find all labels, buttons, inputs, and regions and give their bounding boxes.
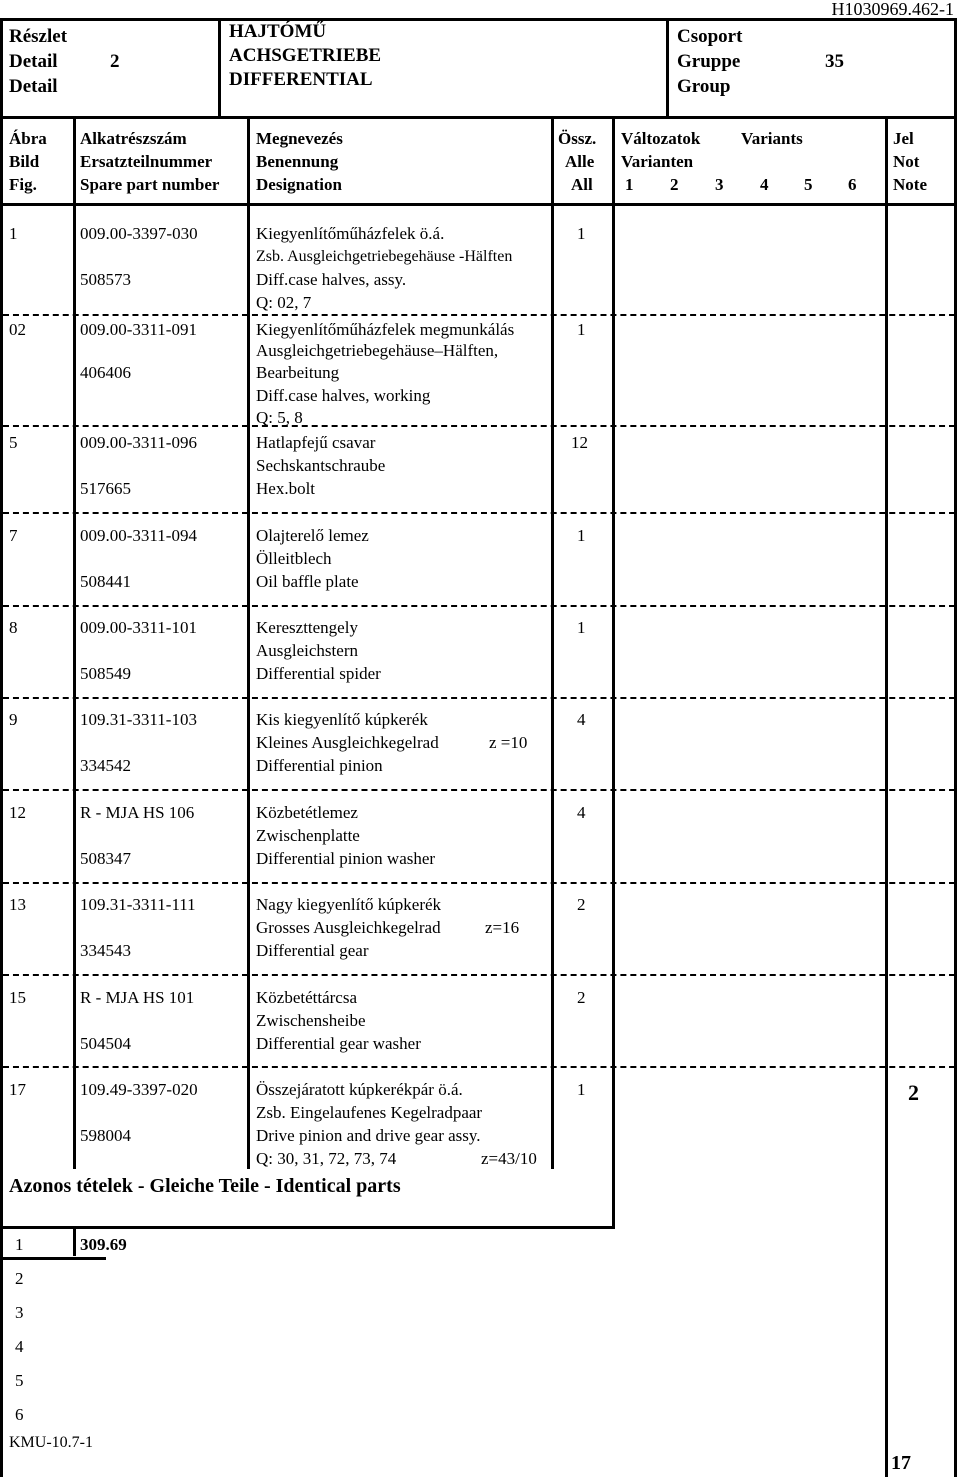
row-part-number: 009.00-3311-091	[80, 320, 197, 339]
group-number: 35	[825, 51, 844, 72]
row-desig-ref: Q: 5, 8	[256, 408, 303, 427]
row-desig-hu: Közbetétlemez	[256, 803, 358, 822]
col-fig-en: Fig.	[9, 175, 37, 194]
row-part-code: 508549	[80, 664, 131, 683]
variant-number: 5	[804, 175, 813, 194]
col-part-en: Spare part number	[80, 175, 220, 194]
row-desig-de: Kleines Ausgleichkegelrad	[256, 733, 439, 752]
row-qty: 4	[577, 803, 586, 822]
row-separator	[3, 512, 955, 514]
row-desig-de: Ausgleichgetriebegehäuse–Hälften,	[256, 341, 499, 360]
row-fig: 8	[9, 618, 18, 637]
row-desig-en: Hex.bolt	[256, 479, 316, 498]
identical-row-number: 3	[15, 1303, 24, 1322]
row-part-code: 508573	[80, 270, 131, 289]
row-part-code: 517665	[80, 479, 131, 498]
row-desig-en: Oil baffle plate	[256, 572, 359, 591]
row-desig-hu: Olajterelő lemez	[256, 526, 369, 545]
row-fig: 5	[9, 433, 18, 452]
row-desig-de: Grosses Ausgleichkegelrad	[256, 918, 441, 937]
identical-row-number: 4	[15, 1337, 24, 1356]
row-desig-en: Differential gear washer	[256, 1034, 421, 1053]
row-desig-hu: Nagy kiegyenlítő kúpkerék	[256, 895, 442, 914]
detail-label-en: Detail	[9, 76, 58, 97]
row-desig-hu: Kis kiegyenlítő kúpkerék	[256, 710, 428, 729]
row-desig-de2: Bearbeitung	[256, 363, 340, 382]
row-part-number: 009.00-3311-094	[80, 526, 197, 545]
header-box	[0, 18, 957, 116]
row-fig: 9	[9, 710, 18, 729]
col-fig-hu: Ábra	[9, 129, 47, 148]
variant-number: 2	[670, 175, 679, 194]
col-part-hu: Alkatrészszám	[80, 129, 187, 148]
row-desig-de: Ausgleichstern	[256, 641, 358, 660]
row-separator	[3, 1066, 955, 1068]
row-desig-de: Zsb. Ausgleichgetriebegehäuse -Hälften	[256, 248, 513, 265]
row-separator	[3, 425, 955, 427]
title-en: DIFFERENTIAL	[229, 69, 373, 90]
col-qty-hu: Össz.	[558, 129, 597, 148]
col-note-de: Not	[893, 152, 920, 171]
page-number: 17	[891, 1452, 911, 1474]
row-fig: 1	[9, 224, 18, 243]
document-id: H1030969.462-1	[831, 0, 954, 19]
col-desig-en: Designation	[256, 175, 342, 194]
row-desig-en: Differential pinion washer	[256, 849, 436, 868]
identical-row-number: 2	[15, 1269, 24, 1288]
row-qty: 1	[577, 224, 586, 243]
row-part-number: 109.31-3311-111	[80, 895, 196, 914]
row-qty: 2	[577, 895, 586, 914]
row-desig-de: Zsb. Eingelaufenes Kegelradpaar	[256, 1103, 483, 1122]
row-desig-hu: Kiegyenlítőműházfelek ö.á.	[256, 224, 445, 243]
row-part-code: 334543	[80, 941, 131, 960]
row-part-code: 508347	[80, 849, 131, 868]
row-part-code: 504504	[80, 1034, 131, 1053]
detail-number: 2	[110, 51, 120, 72]
row-part-code: 406406	[80, 363, 131, 382]
col-qty-en: All	[571, 175, 593, 194]
row-desig-hu: Összejáratott kúpkerékpár ö.á.	[256, 1080, 463, 1099]
footer-code: KMU-10.7-1	[9, 1434, 93, 1451]
row-qty: 2	[577, 988, 586, 1007]
row-qty: 1	[577, 526, 586, 545]
row-fig: 15	[9, 988, 26, 1007]
col-desig-hu: Megnevezés	[256, 129, 343, 148]
row-part-code: 334542	[80, 756, 131, 775]
row-separator	[3, 605, 955, 607]
row-desig-hu: Kereszttengely	[256, 618, 358, 637]
row-qty: 12	[571, 433, 588, 452]
row-fig: 02	[9, 320, 26, 339]
col-note-en: Note	[893, 175, 927, 194]
row-desig-de: Zwischensheibe	[256, 1011, 366, 1030]
col-fig-de: Bild	[9, 152, 40, 171]
row-separator	[3, 314, 955, 316]
row-note: 2	[908, 1080, 919, 1105]
row-part-number: 009.00-3311-101	[80, 618, 197, 637]
row-separator	[3, 789, 955, 791]
row-qty: 1	[577, 618, 586, 637]
row-part-number: 109.49-3397-020	[80, 1080, 198, 1099]
row-fig: 12	[9, 803, 26, 822]
variant-number: 3	[715, 175, 724, 194]
row-desig-en: Differential gear	[256, 941, 369, 960]
col-desig-de: Benennung	[256, 152, 339, 171]
group-label-de: Gruppe	[677, 51, 741, 72]
row-part-number: R - MJA HS 101	[80, 988, 195, 1007]
row-part-number: 009.00-3311-096	[80, 433, 197, 452]
identical-row-value: 309.69	[80, 1235, 127, 1254]
row-part-code: 598004	[80, 1126, 131, 1145]
row-desig-de: Ölleitblech	[256, 549, 332, 568]
title-de: ACHSGETRIEBE	[229, 45, 382, 66]
row-desig-de: Sechskantschraube	[256, 456, 386, 475]
variant-number: 4	[760, 175, 769, 194]
identical-row-number: 5	[15, 1371, 24, 1390]
row-separator	[3, 697, 955, 699]
variant-number: 6	[848, 175, 857, 194]
row-extra: z=16	[485, 918, 520, 937]
group-label-hu: Csoport	[677, 26, 743, 47]
col-variants-hu: Változatok	[621, 129, 701, 148]
col-variants-de: Varianten	[621, 152, 694, 171]
row-desig-en: Drive pinion and drive gear assy.	[256, 1126, 481, 1145]
col-note-hu: Jel	[893, 129, 914, 148]
row-desig-hu: Kiegyenlítőműházfelek megmunkálás	[256, 320, 515, 339]
variant-number: 1	[625, 175, 634, 194]
row-desig-en: Differential pinion	[256, 756, 383, 775]
identical-row-number: 1	[15, 1235, 24, 1254]
row-desig-en: Diff.case halves, assy.	[256, 270, 407, 289]
row-desig-hu: Hatlapfejű csavar	[256, 433, 376, 452]
row-separator	[3, 882, 955, 884]
identical-row-number: 6	[15, 1405, 24, 1424]
row-desig-en: Diff.case halves, working	[256, 386, 431, 405]
row-part-number: 009.00-3397-030	[80, 224, 198, 243]
row-extra: z=43/10	[481, 1149, 537, 1168]
row-qty: 1	[577, 320, 586, 339]
col-variants-en: Variants	[741, 129, 803, 148]
row-fig: 7	[9, 526, 18, 545]
row-extra: z =10	[489, 733, 528, 752]
detail-label-hu: Részlet	[9, 26, 68, 47]
row-desig-ref: Q: 30, 31, 72, 73, 74	[256, 1149, 397, 1168]
row-desig-en: Differential spider	[256, 664, 381, 683]
row-desig-ref: Q: 02, 7	[256, 293, 312, 312]
row-qty: 1	[577, 1080, 586, 1099]
row-part-number: R - MJA HS 106	[80, 803, 195, 822]
row-desig-de: Zwischenplatte	[256, 826, 360, 845]
row-desig-hu: Közbetéttárcsa	[256, 988, 357, 1007]
col-qty-de: Alle	[565, 152, 595, 171]
row-part-number: 109.31-3311-103	[80, 710, 197, 729]
row-fig: 17	[9, 1080, 26, 1099]
col-part-de: Ersatzteilnummer	[80, 152, 213, 171]
row-part-code: 508441	[80, 572, 131, 591]
row-qty: 4	[577, 710, 586, 729]
identical-parts-title: Azonos tételek - Gleiche Teile - Identical parts	[9, 1175, 401, 1197]
row-separator	[3, 974, 955, 976]
group-label-en: Group	[677, 76, 731, 97]
title-hu: HAJTÓMŰ	[229, 21, 327, 42]
row-fig: 13	[9, 895, 26, 914]
detail-label-de: Detail	[9, 51, 58, 72]
